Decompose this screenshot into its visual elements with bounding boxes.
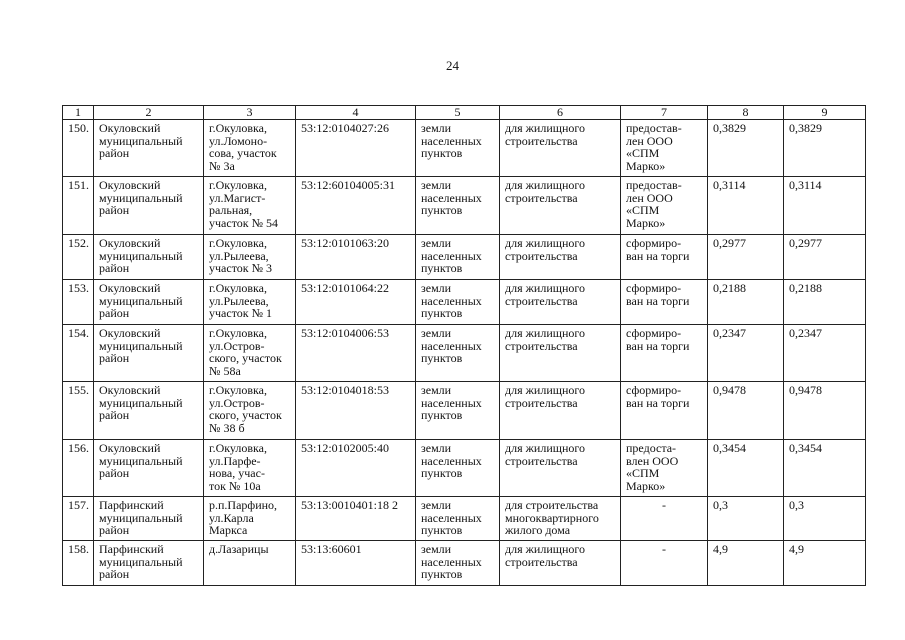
- district-cell: Окуловский муниципальный район: [94, 280, 204, 325]
- column-header: 5: [416, 106, 500, 120]
- land-category-cell: земли населенных пунктов: [416, 177, 500, 235]
- row-number: 150.: [63, 120, 94, 177]
- location-cell: г.Окуловка, ул.Магист- ральная, участок № 54: [204, 177, 296, 235]
- cadastral-number-cell: 53:12:0101064:22: [296, 280, 416, 325]
- table-row: [63, 497, 866, 541]
- area-cell: 0,2188: [784, 280, 866, 325]
- status-cell: предостав- лен ООО «СПМ Марко»: [621, 120, 708, 177]
- land-category-cell: земли населенных пунктов: [416, 120, 500, 177]
- area-cell: 0,3: [708, 497, 784, 541]
- area-cell: 0,2347: [708, 325, 784, 382]
- area-cell: 0,2977: [708, 235, 784, 280]
- column-header: 4: [296, 106, 416, 120]
- status-cell: сформиро- ван на торги: [621, 382, 708, 440]
- district-cell: Окуловский муниципальный район: [94, 177, 204, 235]
- area-cell: 0,3454: [784, 440, 866, 497]
- table-row: [63, 440, 866, 497]
- location-cell: р.п.Парфино, ул.Карла Маркса: [204, 497, 296, 541]
- column-header: 7: [621, 106, 708, 120]
- location-cell: д.Лазарицы: [204, 541, 296, 586]
- land-category-cell: земли населенных пунктов: [416, 541, 500, 586]
- row-number: 152.: [63, 235, 94, 280]
- status-cell: -: [621, 497, 708, 541]
- status-cell: сформиро- ван на торги: [621, 235, 708, 280]
- permitted-use-cell: для жилищного строительства: [500, 382, 621, 440]
- location-cell: г.Окуловка, ул.Остров- ского, участок № 38 б: [204, 382, 296, 440]
- table-row: [63, 382, 866, 440]
- area-cell: 0,3: [784, 497, 866, 541]
- status-cell: сформиро- ван на торги: [621, 280, 708, 325]
- location-cell: г.Окуловка, ул.Остров- ского, участок № 58а: [204, 325, 296, 382]
- district-cell: Парфинский муниципальный район: [94, 497, 204, 541]
- status-cell: -: [621, 541, 708, 586]
- land-category-cell: земли населенных пунктов: [416, 280, 500, 325]
- location-cell: г.Окуловка, ул.Рылеева, участок № 1: [204, 280, 296, 325]
- area-cell: 0,3454: [708, 440, 784, 497]
- area-cell: 4,9: [708, 541, 784, 586]
- status-cell: сформиро- ван на торги: [621, 325, 708, 382]
- area-cell: 0,3114: [708, 177, 784, 235]
- status-cell: предоста- влен ООО «СПМ Марко»: [621, 440, 708, 497]
- area-cell: 0,2347: [784, 325, 866, 382]
- table-header-row: [63, 106, 866, 120]
- column-header: 6: [500, 106, 621, 120]
- page-number: 24: [446, 58, 459, 73]
- row-number: 154.: [63, 325, 94, 382]
- area-cell: 4,9: [784, 541, 866, 586]
- table-row: [63, 280, 866, 325]
- cadastral-number-cell: 53:12:0104006:53: [296, 325, 416, 382]
- row-number: 157.: [63, 497, 94, 541]
- area-cell: 0,2977: [784, 235, 866, 280]
- table-row: [63, 120, 866, 177]
- district-cell: Окуловский муниципальный район: [94, 235, 204, 280]
- cadastral-number-cell: 53:12:0104018:53: [296, 382, 416, 440]
- table-row: [63, 235, 866, 280]
- cadastral-number-cell: 53:12:0101063:20: [296, 235, 416, 280]
- permitted-use-cell: для жилищного строительства: [500, 177, 621, 235]
- status-cell: предостав- лен ООО «СПМ Марко»: [621, 177, 708, 235]
- area-cell: 0,3114: [784, 177, 866, 235]
- land-category-cell: земли населенных пунктов: [416, 440, 500, 497]
- area-cell: 0,2188: [708, 280, 784, 325]
- column-header: 3: [204, 106, 296, 120]
- cadastral-number-cell: 53:12:0102005:40: [296, 440, 416, 497]
- permitted-use-cell: для жилищного строительства: [500, 120, 621, 177]
- cadastral-number-cell: 53:13:60601: [296, 541, 416, 586]
- column-header: 2: [94, 106, 204, 120]
- land-category-cell: земли населенных пунктов: [416, 235, 500, 280]
- permitted-use-cell: для жилищного строительства: [500, 325, 621, 382]
- land-category-cell: земли населенных пунктов: [416, 382, 500, 440]
- permitted-use-cell: для жилищного строительства: [500, 541, 621, 586]
- land-category-cell: земли населенных пунктов: [416, 325, 500, 382]
- land-registry-table: [62, 105, 866, 586]
- permitted-use-cell: для жилищного строительства: [500, 440, 621, 497]
- district-cell: Окуловский муниципальный район: [94, 382, 204, 440]
- area-cell: 0,9478: [784, 382, 866, 440]
- district-cell: Окуловский муниципальный район: [94, 120, 204, 177]
- table-row: [63, 177, 866, 235]
- area-cell: 0,9478: [708, 382, 784, 440]
- row-number: 155.: [63, 382, 94, 440]
- table-row: [63, 541, 866, 586]
- district-cell: Окуловский муниципальный район: [94, 440, 204, 497]
- location-cell: г.Окуловка, ул.Рылеева, участок № 3: [204, 235, 296, 280]
- cadastral-number-cell: 53:12:60104005:31: [296, 177, 416, 235]
- permitted-use-cell: для жилищного строительства: [500, 235, 621, 280]
- cadastral-number-cell: 53:12:0104027:26: [296, 120, 416, 177]
- location-cell: г.Окуловка, ул.Парфе- нова, учас- ток № 10а: [204, 440, 296, 497]
- location-cell: г.Окуловка, ул.Ломоно- сова, участок № 3а: [204, 120, 296, 177]
- row-number: 151.: [63, 177, 94, 235]
- column-header: 1: [63, 106, 94, 120]
- land-category-cell: земли населенных пунктов: [416, 497, 500, 541]
- area-cell: 0,3829: [784, 120, 866, 177]
- table-row: [63, 325, 866, 382]
- cadastral-number-cell: 53:13:0010401:18 2: [296, 497, 416, 541]
- district-cell: Окуловский муниципальный район: [94, 325, 204, 382]
- row-number: 156.: [63, 440, 94, 497]
- district-cell: Парфинский муниципальный район: [94, 541, 204, 586]
- permitted-use-cell: для жилищного строительства: [500, 280, 621, 325]
- column-header: 8: [708, 106, 784, 120]
- permitted-use-cell: для строительства многоквартирного жилого дома: [500, 497, 621, 541]
- row-number: 158.: [63, 541, 94, 586]
- row-number: 153.: [63, 280, 94, 325]
- area-cell: 0,3829: [708, 120, 784, 177]
- column-header: 9: [784, 106, 866, 120]
